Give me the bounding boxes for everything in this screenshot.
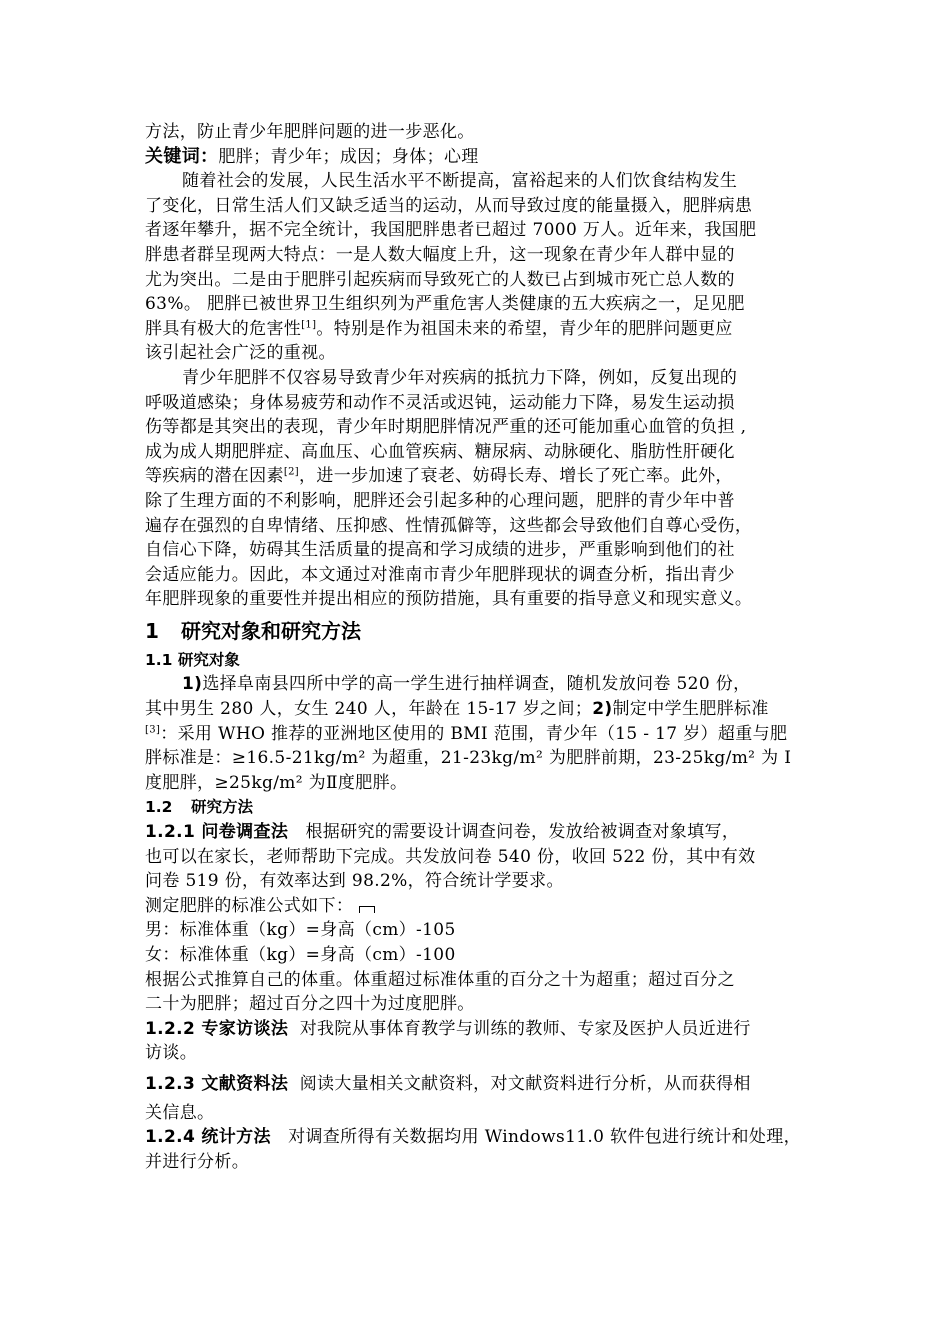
subsection-1-2-3 xyxy=(145,1072,815,1125)
formula-male: 男：标准体重（kg）=身高（cm）-105 xyxy=(145,920,456,941)
subsection-title: 研究对象 xyxy=(177,650,240,669)
list-number: 1) xyxy=(182,674,203,695)
paragraph-line: 者逐年攀升，据不完全统计，我国肥胖患者已超过 7000 万人。近年来，我国肥 xyxy=(145,220,757,241)
text-run: 选择阜南县四所中学的高一学生进行抽样调查，随机发放问卷 520 份， xyxy=(202,674,751,695)
paragraph-line xyxy=(145,722,815,747)
paragraph-line: 也可以在家长，老师帮助下完成。共发放问卷 540 份，收回 522 份，其中有效 xyxy=(145,846,756,867)
citation-ref: [2] xyxy=(283,466,300,478)
subsection-1-2-1 xyxy=(145,820,815,1017)
paragraph-line: 会适应能力。因此，本文通过对淮南市青少年肥胖现状的调查分析，指出青少 xyxy=(145,564,735,585)
paragraph-line: 了变化，日常生活人们又缺乏适当的运动，从而导致过度的能量摄入，肥胖病患 xyxy=(145,195,753,216)
paragraph-line: 尤为突出。二是由于肥胖引起疾病而导致死亡的人数已占到城市死亡总人数的 xyxy=(145,269,735,290)
paragraph-line: 年肥胖现象的重要性并提出相应的预防措施，具有重要的指导意义和现实意义。 xyxy=(145,589,753,610)
paragraph-line xyxy=(145,672,815,697)
keywords-line xyxy=(145,145,815,170)
text-run: 对我院从事体育教学与训练的教师、专家及医护人员近进行 xyxy=(299,1018,751,1039)
paragraph-line: 问卷 519 份，有效率达到 98.2%，符合统计学要求。 xyxy=(145,871,564,892)
paragraph-line: 并进行分析。 xyxy=(145,1151,250,1172)
section-title: 研究对象和研究方法 xyxy=(181,618,361,643)
text-run: 对调查所得有关数据均用 Windows11.0 软件包进行统计和处理， xyxy=(288,1127,801,1148)
text-run: 其中男生 280 人，女生 240 人，年龄在 15-17 岁之间； xyxy=(145,699,593,720)
text-run: ：采用 WHO 推荐的亚洲地区使用的 BMI 范围，青少年（15 - 17 岁）超重与肥 xyxy=(160,723,788,744)
paragraph-line: 63%。 肥胖已被世界卫生组织列为严重危害人类健康的五大疾病之一，足见肥 xyxy=(145,294,745,315)
section-heading xyxy=(145,616,815,646)
text-run: 根据研究的需要设计调查问卷，发放给被调查对象填写， xyxy=(305,822,740,843)
subsection-number: 1.1 xyxy=(145,650,173,669)
method-title: 1.2.4 统计方法 xyxy=(145,1127,271,1148)
subsection-number: 1.2 xyxy=(145,798,173,817)
paragraph-line: 随着社会的发展，人民生活水平不断提高，富裕起来的人们饮食结构发生 xyxy=(182,171,738,192)
method-title: 1.2.3 文献资料法 xyxy=(145,1073,289,1094)
paragraph-line xyxy=(145,820,815,845)
paragraph-line: 二十为肥胖；超过百分之四十为过度肥胖。 xyxy=(145,994,475,1015)
paragraph-line xyxy=(145,464,815,489)
intro-tail: 方法，防止青少年肥胖问题的进一步恶化。 xyxy=(145,122,475,142)
paragraph-line: 自信心下降，妨碍其生活质量的提高和学习成绩的进步，严重影响到他们的社 xyxy=(145,540,735,561)
text-run: 阅读大量相关文献资料，对文献资料进行分析，从而获得相 xyxy=(299,1073,751,1094)
text-run: 制定中学生肥胖标准 xyxy=(612,699,769,720)
paragraph-line: 伤等都是其突出的表现，青少年时期肥胖情况严重的还可能加重心血管的负担 , xyxy=(145,417,747,438)
paragraph-line: 呼吸道感染；身体易疲劳和动作不灵活或迟钝，运动能力下降，易发生运动损 xyxy=(145,392,735,413)
paragraph-line xyxy=(145,317,815,342)
list-number: 2) xyxy=(592,699,613,720)
paragraph-line: 胖患者群呈现两大特点：一是人数大幅度上升，这一现象在青少年人群中显的 xyxy=(145,244,735,265)
bracket-symbol-icon xyxy=(359,906,375,913)
subsection-heading xyxy=(145,648,815,673)
paragraph-line: 该引起社会广泛的重视。 xyxy=(145,343,336,364)
paragraph-line: 根据公式推算自己的体重。体重超过标准体重的百分之十为超重；超过百分之 xyxy=(145,969,735,990)
paragraph-line xyxy=(145,1017,815,1042)
paragraph-line xyxy=(145,697,815,722)
method-title: 1.2.1 问卷调查法 xyxy=(145,822,289,843)
method-title: 1.2.2 专家访谈法 xyxy=(145,1018,289,1039)
citation-ref: [3] xyxy=(145,724,161,735)
formula-intro: 测定肥胖的标准公式如下： xyxy=(145,895,354,916)
paragraph-line xyxy=(145,894,815,919)
text-run: 等疾病的潜在因素 xyxy=(145,466,284,487)
keywords-label: 关键词： xyxy=(145,145,219,167)
keywords-text: 肥胖；青少年；成因；身体；心理 xyxy=(218,146,479,167)
paragraph-line xyxy=(145,1072,815,1097)
paragraph-1 xyxy=(145,169,815,366)
paragraph-line: 访谈。 xyxy=(145,1043,198,1064)
paragraph-line: 关信息。 xyxy=(145,1102,215,1123)
subsection-title: 研究方法 xyxy=(191,798,254,817)
paragraph-line xyxy=(145,1125,815,1150)
paragraph-line: 青少年肥胖不仅容易导致青少年对疾病的抵抗力下降，例如，反复出现的 xyxy=(182,367,738,388)
text-run: 。特别是作为祖国未来的希望，青少年的肥胖问题更应 xyxy=(316,318,733,339)
subsection-heading xyxy=(145,795,815,820)
text-run: 胖具有极大的危害性 xyxy=(145,318,302,339)
paragraph-line: 度肥胖，≥25kg/m² 为Ⅱ度肥胖。 xyxy=(145,772,408,793)
paragraph-line: 成为成人期肥胖症、高血压、心血管疾病、糖尿病、动脉硬化、脂肪性肝硬化 xyxy=(145,441,735,462)
paragraph-line: 除了生理方面的不利影响，肥胖还会引起多种的心理问题，肥胖的青少年中普 xyxy=(145,490,735,511)
document-page xyxy=(145,120,815,1174)
formula-female: 女：标准体重（kg）=身高（cm）-100 xyxy=(145,945,456,965)
text-run: ，进一步加速了衰老、妨碍长寿、增长了死亡率。此外， xyxy=(299,466,733,487)
paragraph-line: 胖标准是：≥16.5-21kg/m² 为超重，21-23kg/m² 为肥胖前期，23-25kg/m² 为 I xyxy=(145,748,792,769)
paragraph-2 xyxy=(145,366,815,612)
section-number: 1 xyxy=(145,618,159,643)
paragraph-line: 遍存在强烈的自卑情绪、压抑感、性情孤僻等，这些都会导致他们自尊心受伤， xyxy=(145,515,753,536)
citation-ref: [1] xyxy=(301,319,317,331)
subsection-1-2-4 xyxy=(145,1125,815,1174)
subsection-1-1-body xyxy=(145,672,815,795)
subsection-1-2-2 xyxy=(145,1017,815,1066)
